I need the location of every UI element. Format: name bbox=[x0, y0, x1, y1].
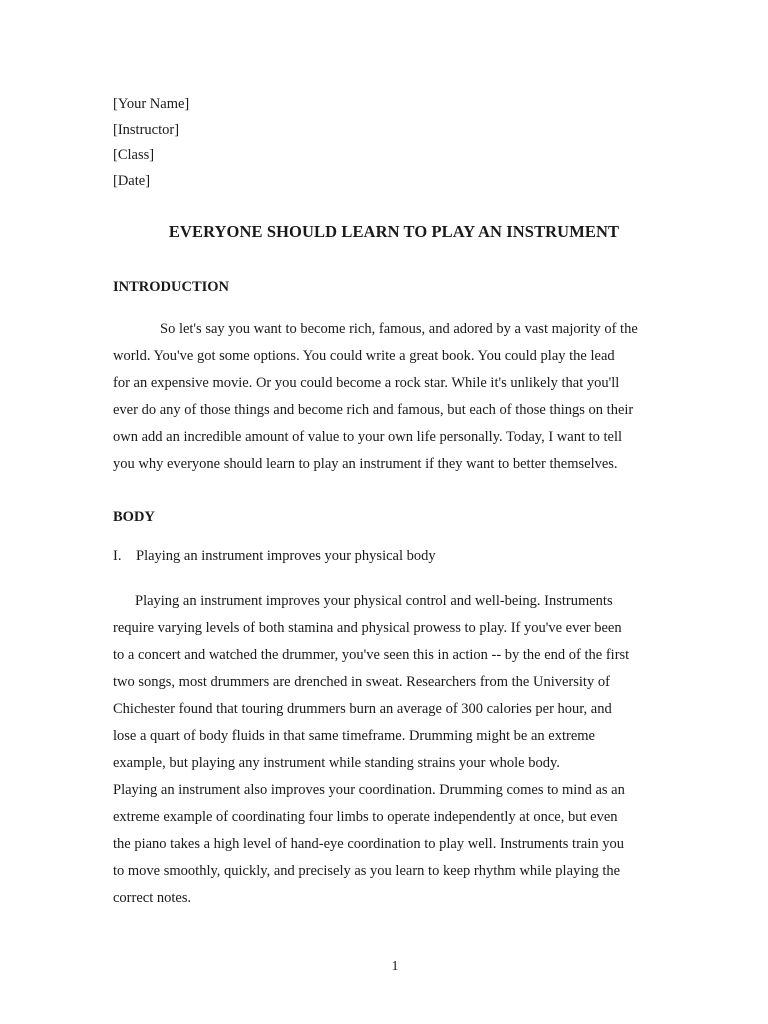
header-date: [Date] bbox=[113, 173, 151, 190]
body-heading: BODY bbox=[113, 509, 155, 525]
header-instructor: [Instructor] bbox=[113, 121, 180, 138]
header-name: [Your Name] bbox=[113, 96, 190, 112]
page-number: 1 bbox=[391, 959, 399, 974]
introduction-paragraph bbox=[113, 316, 658, 478]
body-line: lose a quart of body fluids in that same timeframe. Drumming might be an extreme bbox=[113, 728, 595, 744]
body-paragraph bbox=[113, 588, 658, 912]
body-line: correct notes. bbox=[113, 890, 192, 906]
intro-line: for an expensive movie. Or you could become a rock star. While it's unlikely that you'll bbox=[113, 375, 620, 391]
body-line: extreme example of coordinating four limbs to operate independently at once, but even bbox=[113, 809, 618, 825]
body-line: require varying levels of both stamina and physical prowess to play. If you've ever been bbox=[113, 620, 622, 636]
body-line: Playing an instrument also improves your coordination. Drumming comes to mind as an bbox=[113, 782, 625, 798]
body-line: to move smoothly, quickly, and precisely as you learn to keep rhythm while playing the bbox=[113, 863, 621, 879]
intro-line: ever do any of those things and become rich and famous, but each of those things on their bbox=[113, 402, 634, 418]
body-line: to a concert and watched the drummer, you've seen this in action -- by the end of the first bbox=[113, 647, 630, 663]
subitem-text: Playing an instrument improves your physical body bbox=[136, 548, 436, 564]
intro-line: you why everyone should learn to play an instrument if they want to better themselves. bbox=[113, 456, 618, 472]
body-line: Chichester found that touring drummers burn an average of 300 calories per hour, and bbox=[113, 701, 612, 717]
body-subitem bbox=[113, 548, 436, 565]
body-line: Playing an instrument improves your physical control and well-being. Instruments bbox=[135, 593, 613, 609]
header-class: [Class] bbox=[113, 147, 155, 164]
student-header bbox=[113, 92, 189, 195]
intro-line: So let's say you want to become rich, famous, and adored by a vast majority of the bbox=[160, 321, 638, 337]
body-line: two songs, most drummers are drenched in sweat. Researchers from the University of bbox=[113, 674, 610, 690]
intro-line: own add an incredible amount of value to your own life personally. Today, I want to tell bbox=[113, 429, 623, 445]
intro-line: world. You've got some options. You could write a great book. You could play the lead bbox=[113, 348, 615, 364]
introduction-heading: INTRODUCTION bbox=[113, 279, 230, 295]
body-line: the piano takes a high level of hand-eye coordination to play well. Instruments train you bbox=[113, 836, 624, 852]
subitem-number: I. bbox=[113, 548, 122, 564]
document-title: EVERYONE SHOULD LEARN TO PLAY AN INSTRUMENT bbox=[168, 222, 620, 241]
body-line: example, but playing any instrument while standing strains your whole body. bbox=[113, 755, 560, 771]
